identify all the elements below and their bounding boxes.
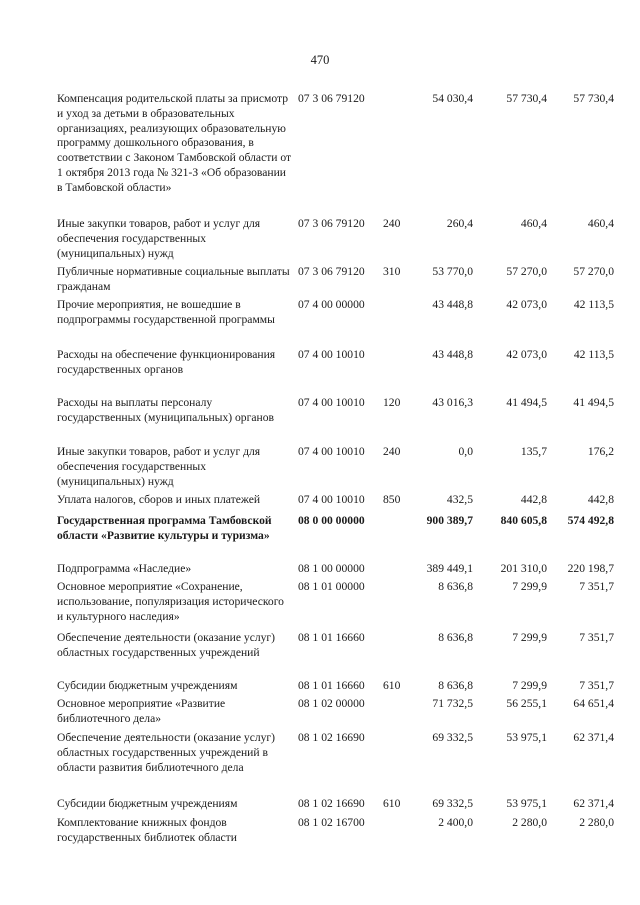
row-name: Расходы на обеспечение функционирования государственных органов <box>57 348 276 376</box>
row-amount-year3: 176,2 <box>587 445 614 458</box>
row-amount-year1: 69 332,5 <box>432 797 473 810</box>
row-code: 07 4 00 10010 <box>298 493 365 506</box>
row-amount-year3: 57 730,4 <box>573 92 614 105</box>
row-amount-year3: 41 494,5 <box>573 396 614 409</box>
row-amount-year1: 54 030,4 <box>432 92 473 105</box>
row-name: Основное мероприятие «Развитие библиотечного дела» <box>57 697 226 725</box>
row-amount-year3: 7 351,7 <box>579 631 614 644</box>
row-amount-year3: 42 113,5 <box>573 298 614 311</box>
row-code: 08 1 01 00000 <box>298 580 365 593</box>
row-code: 08 1 01 16660 <box>298 631 365 644</box>
row-name: Комплектование книжных фондов государственных библиотек области <box>57 816 237 844</box>
row-name: Уплата налогов, сборов и иных платежей <box>57 493 261 506</box>
row-expense-type: 850 <box>383 493 401 506</box>
row-amount-year1: 900 389,7 <box>426 514 473 527</box>
row-name: Иные закупки товаров, работ и услуг для обеспечения государственных (муниципальных) нужд <box>57 217 261 260</box>
row-amount-year2: 135,7 <box>520 445 547 458</box>
row-name: Подпрограмма «Наследие» <box>57 562 192 575</box>
row-expense-type: 310 <box>383 265 401 278</box>
row-amount-year2: 7 299,9 <box>512 580 547 593</box>
row-name: Публичные нормативные социальные выплаты гражданам <box>57 265 290 293</box>
row-amount-year3: 64 651,4 <box>573 697 614 710</box>
row-amount-year1: 43 448,8 <box>432 298 473 311</box>
row-code: 08 1 02 00000 <box>298 697 365 710</box>
row-amount-year1: 8 636,8 <box>438 580 473 593</box>
row-expense-type: 240 <box>383 217 401 230</box>
row-code: 07 4 00 10010 <box>298 396 365 409</box>
row-amount-year3: 57 270,0 <box>573 265 614 278</box>
row-amount-year3: 62 371,4 <box>573 797 614 810</box>
row-amount-year1: 432,5 <box>446 493 473 506</box>
row-amount-year2: 840 605,8 <box>500 514 547 527</box>
row-name: Субсидии бюджетным учреждениям <box>57 797 238 810</box>
row-amount-year1: 8 636,8 <box>438 679 473 692</box>
row-amount-year2: 442,8 <box>520 493 547 506</box>
row-code: 08 1 00 00000 <box>298 562 365 575</box>
row-code: 07 3 06 79120 <box>298 265 365 278</box>
row-amount-year2: 57 270,0 <box>506 265 547 278</box>
row-name: Расходы на выплаты персоналу государственных (муниципальных) органов <box>57 396 274 424</box>
row-code: 07 3 06 79120 <box>298 92 365 105</box>
row-amount-year2: 57 730,4 <box>506 92 547 105</box>
row-code: 08 1 02 16700 <box>298 816 365 829</box>
row-amount-year3: 7 351,7 <box>579 679 614 692</box>
row-amount-year1: 71 732,5 <box>432 697 473 710</box>
row-amount-year2: 53 975,1 <box>506 731 547 744</box>
row-amount-year3: 220 198,7 <box>567 562 614 575</box>
row-expense-type: 610 <box>383 797 401 810</box>
row-name: Субсидии бюджетным учреждениям <box>57 679 238 692</box>
row-expense-type: 610 <box>383 679 401 692</box>
row-name: Обеспечение деятельности (оказание услуг) областных государственных учреждений <box>57 631 276 659</box>
row-amount-year2: 2 280,0 <box>512 816 547 829</box>
row-amount-year2: 56 255,1 <box>506 697 547 710</box>
row-amount-year3: 62 371,4 <box>573 731 614 744</box>
row-amount-year1: 43 448,8 <box>432 348 473 361</box>
row-amount-year1: 53 770,0 <box>432 265 473 278</box>
row-amount-year1: 260,4 <box>446 217 473 230</box>
row-amount-year2: 7 299,9 <box>512 631 547 644</box>
row-expense-type: 120 <box>383 396 401 409</box>
row-amount-year1: 8 636,8 <box>438 631 473 644</box>
row-amount-year2: 460,4 <box>520 217 547 230</box>
row-amount-year1: 2 400,0 <box>438 816 473 829</box>
row-code: 08 1 01 16660 <box>298 679 365 692</box>
row-amount-year3: 574 492,8 <box>567 514 614 527</box>
row-amount-year3: 42 113,5 <box>573 348 614 361</box>
row-code: 08 0 00 00000 <box>298 514 365 527</box>
row-amount-year3: 7 351,7 <box>579 580 614 593</box>
row-amount-year3: 2 280,0 <box>579 816 614 829</box>
row-amount-year2: 41 494,5 <box>506 396 547 409</box>
row-code: 07 4 00 10010 <box>298 445 365 458</box>
row-code: 07 4 00 10010 <box>298 348 365 361</box>
row-code: 08 1 02 16690 <box>298 797 365 810</box>
row-code: 07 4 00 00000 <box>298 298 365 311</box>
row-amount-year2: 53 975,1 <box>506 797 547 810</box>
row-amount-year2: 7 299,9 <box>512 679 547 692</box>
row-name: Обеспечение деятельности (оказание услуг) областных государственных учреждений в области развития библиотечного дела <box>57 731 276 774</box>
row-code: 07 3 06 79120 <box>298 217 365 230</box>
row-amount-year2: 201 310,0 <box>500 562 547 575</box>
page-number: 470 <box>310 53 330 67</box>
row-amount-year3: 442,8 <box>587 493 614 506</box>
row-name: Основное мероприятие «Сохранение, использование, популяризация исторического и культурного наследия» <box>57 580 284 623</box>
row-amount-year1: 0,0 <box>458 445 473 458</box>
row-amount-year2: 42 073,0 <box>506 348 547 361</box>
row-code: 08 1 02 16690 <box>298 731 365 744</box>
row-name: Прочие мероприятия, не вошедшие в подпрограммы государственной программы <box>57 298 275 326</box>
row-expense-type: 240 <box>383 445 401 458</box>
row-amount-year1: 43 016,3 <box>432 396 473 409</box>
row-amount-year3: 460,4 <box>587 217 614 230</box>
row-amount-year1: 69 332,5 <box>432 731 473 744</box>
row-amount-year1: 389 449,1 <box>426 562 473 575</box>
row-amount-year2: 42 073,0 <box>506 298 547 311</box>
row-name: Иные закупки товаров, работ и услуг для обеспечения государственных (муниципальных) нужд <box>57 445 261 488</box>
row-name: Государственная программа Тамбовской области «Развитие культуры и туризма» <box>57 514 272 542</box>
row-name: Компенсация родительской платы за присмотр и уход за детьми в образовательных организациях, реализующих образовательную программу дошкольного образования, в соответствии с Законом Тамбовской области от 1 октября 2013 года № 321-З «Об образовании в Тамбовской области» <box>57 92 292 194</box>
